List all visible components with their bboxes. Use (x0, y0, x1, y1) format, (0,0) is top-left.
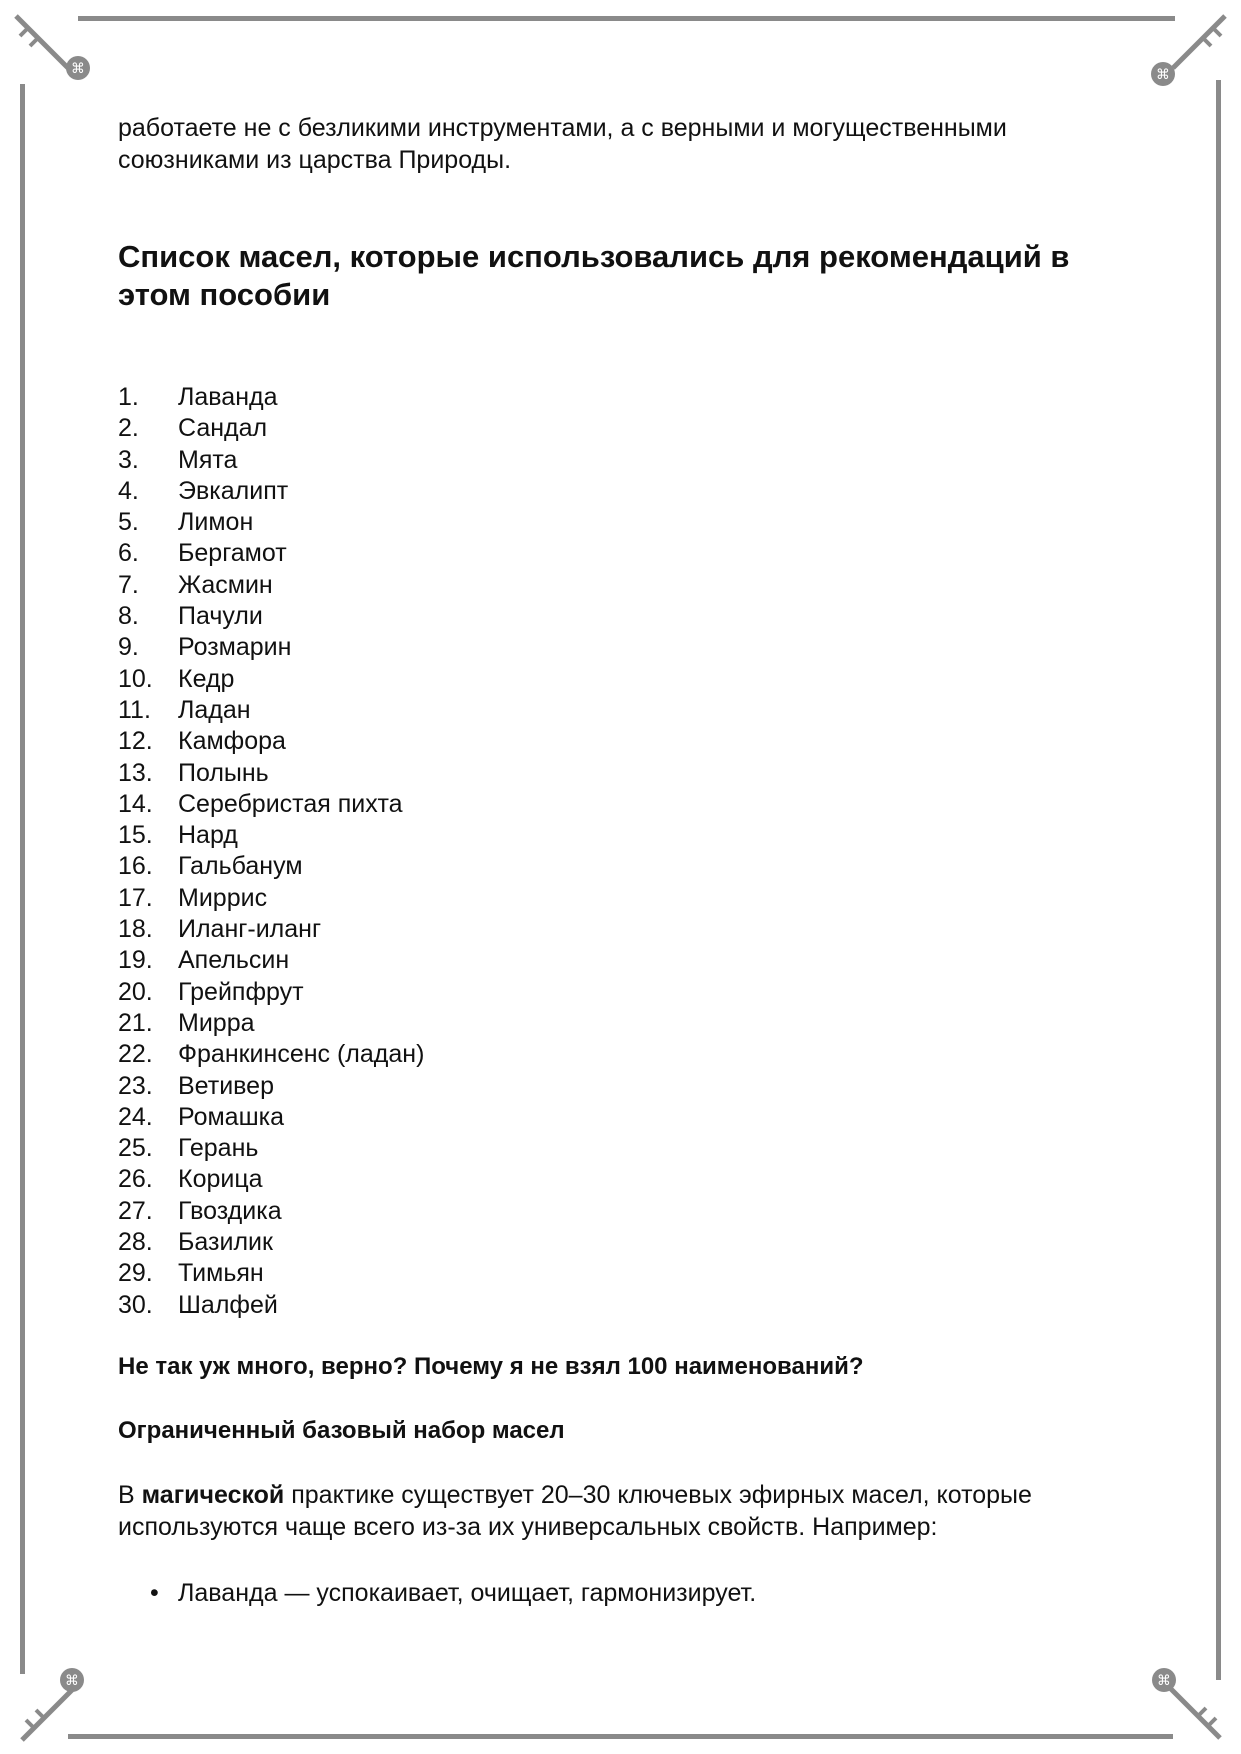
list-item (118, 382, 1118, 413)
list-item-number: 25. (118, 1134, 153, 1163)
list-item-name: Сандал (178, 414, 268, 443)
list-item (118, 1071, 1118, 1102)
list-item-number: 1. (118, 383, 139, 411)
list-item-name: Лаванда (178, 383, 278, 411)
list-item-name: Миррис (178, 883, 268, 912)
list-item-number: 16. (118, 852, 153, 881)
list-item-number: 26. (118, 1165, 153, 1194)
list-item-name: Мята (178, 445, 238, 474)
list-item-name: Корица (178, 1165, 263, 1194)
list-item (118, 758, 1118, 789)
list-item (118, 1164, 1118, 1195)
list-item-number: 27. (118, 1196, 153, 1225)
list-item-name: Кедр (178, 664, 235, 693)
list-item-name: Ветивер (178, 1071, 274, 1100)
list-item-name: Мирра (178, 1008, 255, 1037)
list-item (118, 445, 1118, 476)
list-item-number: 15. (118, 821, 153, 850)
list-item-name: Лимон (178, 508, 254, 537)
list-item-number: 3. (118, 445, 139, 474)
list-item-number: 30. (118, 1290, 153, 1319)
list-item-number: 28. (118, 1228, 153, 1257)
list-item-number: 10. (118, 664, 153, 693)
list-item-number: 22. (118, 1040, 153, 1069)
list-item-number: 21. (118, 1008, 153, 1037)
list-item-name: Нард (178, 821, 238, 850)
list-item-number: 29. (118, 1259, 153, 1288)
list-item (118, 601, 1118, 632)
list-item (118, 914, 1118, 945)
list-item-name: Тимьян (178, 1259, 264, 1288)
section-subheading: Ограниченный базовый набор масел (118, 1416, 565, 1444)
paragraph-prefix: В (118, 1480, 142, 1509)
list-item (118, 851, 1118, 882)
list-item-name: Гвоздика (178, 1196, 282, 1225)
list-item-name: Пачули (178, 602, 263, 631)
list-item (118, 476, 1118, 507)
bullet-icon: • (150, 1578, 159, 1607)
list-item-number: 8. (118, 602, 139, 631)
list-item-number: 9. (118, 633, 139, 662)
list-item-name: Иланг-иланг (178, 915, 322, 944)
list-item (118, 883, 1118, 914)
intro-paragraph: работаете не с безликими инструментами, а с верными и могущественными союзниками из царства Природы. (118, 114, 1007, 174)
corner-key-ornament-bottom-left (10, 1640, 120, 1750)
list-item-number: 19. (118, 946, 153, 975)
list-item (118, 413, 1118, 444)
list-item (118, 1258, 1118, 1289)
list-item-number: 24. (118, 1102, 153, 1131)
list-item-name: Ромашка (178, 1102, 285, 1131)
example-list (118, 1577, 1118, 1609)
frame-bottom (68, 1734, 1173, 1739)
list-item (118, 945, 1118, 976)
list-item-number: 4. (118, 476, 139, 505)
list-item-number: 20. (118, 977, 153, 1006)
list-item (118, 1227, 1118, 1258)
list-item-name: Розмарин (178, 633, 292, 662)
list-item (118, 664, 1118, 695)
list-item (118, 695, 1118, 726)
list-item (118, 820, 1118, 851)
body-paragraph (118, 1479, 1118, 1543)
list-item-name: Базилик (178, 1228, 273, 1257)
list-item-number: 7. (118, 570, 139, 599)
list-item-number: 5. (118, 508, 139, 537)
paragraph-emphasis: магической (141, 1480, 285, 1509)
list-item-name: Камфора (178, 727, 286, 756)
list-item-number: 12. (118, 727, 153, 756)
page-title: Список масел, которые использовались для рекомендаций в этом пособии (118, 239, 1070, 312)
example-text: Лаванда — успокаивает, очищает, гармонизирует. (178, 1578, 757, 1607)
list-item (118, 1133, 1118, 1164)
list-item-number: 17. (118, 883, 153, 912)
corner-key-ornament-top-right (1125, 6, 1235, 116)
list-item-name: Полынь (178, 758, 269, 787)
list-item-number: 2. (118, 414, 139, 443)
list-item (118, 632, 1118, 663)
page-content (118, 112, 1118, 1609)
list-item-name: Грейпфрут (178, 977, 304, 1006)
list-item-name: Апельсин (178, 946, 290, 975)
list-item (118, 1102, 1118, 1133)
list-item-number: 13. (118, 758, 153, 787)
list-item (118, 538, 1118, 569)
svg-text:⌘: ⌘ (1156, 67, 1170, 83)
paragraph-rest: практике существует 20–30 ключевых эфирных масел, которые используются чаще всего из-за их универсальных свойств. Например: (118, 1480, 1032, 1541)
list-item-name: Жасмин (178, 570, 273, 599)
svg-text:⌘: ⌘ (65, 1673, 79, 1689)
question-heading: Не так уж много, верно? Почему я не взял 100 наименований? (118, 1352, 864, 1380)
list-item-name: Франкинсенс (ладан) (178, 1040, 425, 1069)
list-item (118, 1008, 1118, 1039)
list-item-number: 11. (118, 695, 151, 724)
list-item-name: Ладан (178, 695, 251, 724)
list-item (118, 1290, 1118, 1321)
list-item-number: 18. (118, 915, 153, 944)
list-item (118, 1196, 1118, 1227)
list-item-name: Гальбанум (178, 852, 303, 881)
svg-text:⌘: ⌘ (71, 61, 85, 77)
list-item-name: Герань (178, 1134, 259, 1163)
example-item (118, 1577, 1118, 1609)
list-item (118, 1039, 1118, 1070)
svg-text:⌘: ⌘ (1157, 1673, 1171, 1689)
frame-right (1216, 80, 1221, 1680)
list-item-name: Серебристая пихта (178, 789, 403, 818)
list-item (118, 507, 1118, 538)
oil-list (118, 382, 1118, 1321)
list-item (118, 726, 1118, 757)
list-item (118, 570, 1118, 601)
list-item-number: 6. (118, 539, 139, 568)
list-item-name: Шалфей (178, 1290, 278, 1319)
list-item-name: Бергамот (178, 539, 287, 568)
corner-key-ornament-top-left (6, 6, 116, 116)
list-item (118, 789, 1118, 820)
frame-left (20, 84, 25, 1674)
corner-key-ornament-bottom-right (1122, 1638, 1232, 1748)
list-item-number: 23. (118, 1071, 153, 1100)
list-item (118, 977, 1118, 1008)
list-item-name: Эвкалипт (178, 476, 289, 505)
list-item-number: 14. (118, 789, 153, 818)
frame-top (78, 16, 1175, 21)
